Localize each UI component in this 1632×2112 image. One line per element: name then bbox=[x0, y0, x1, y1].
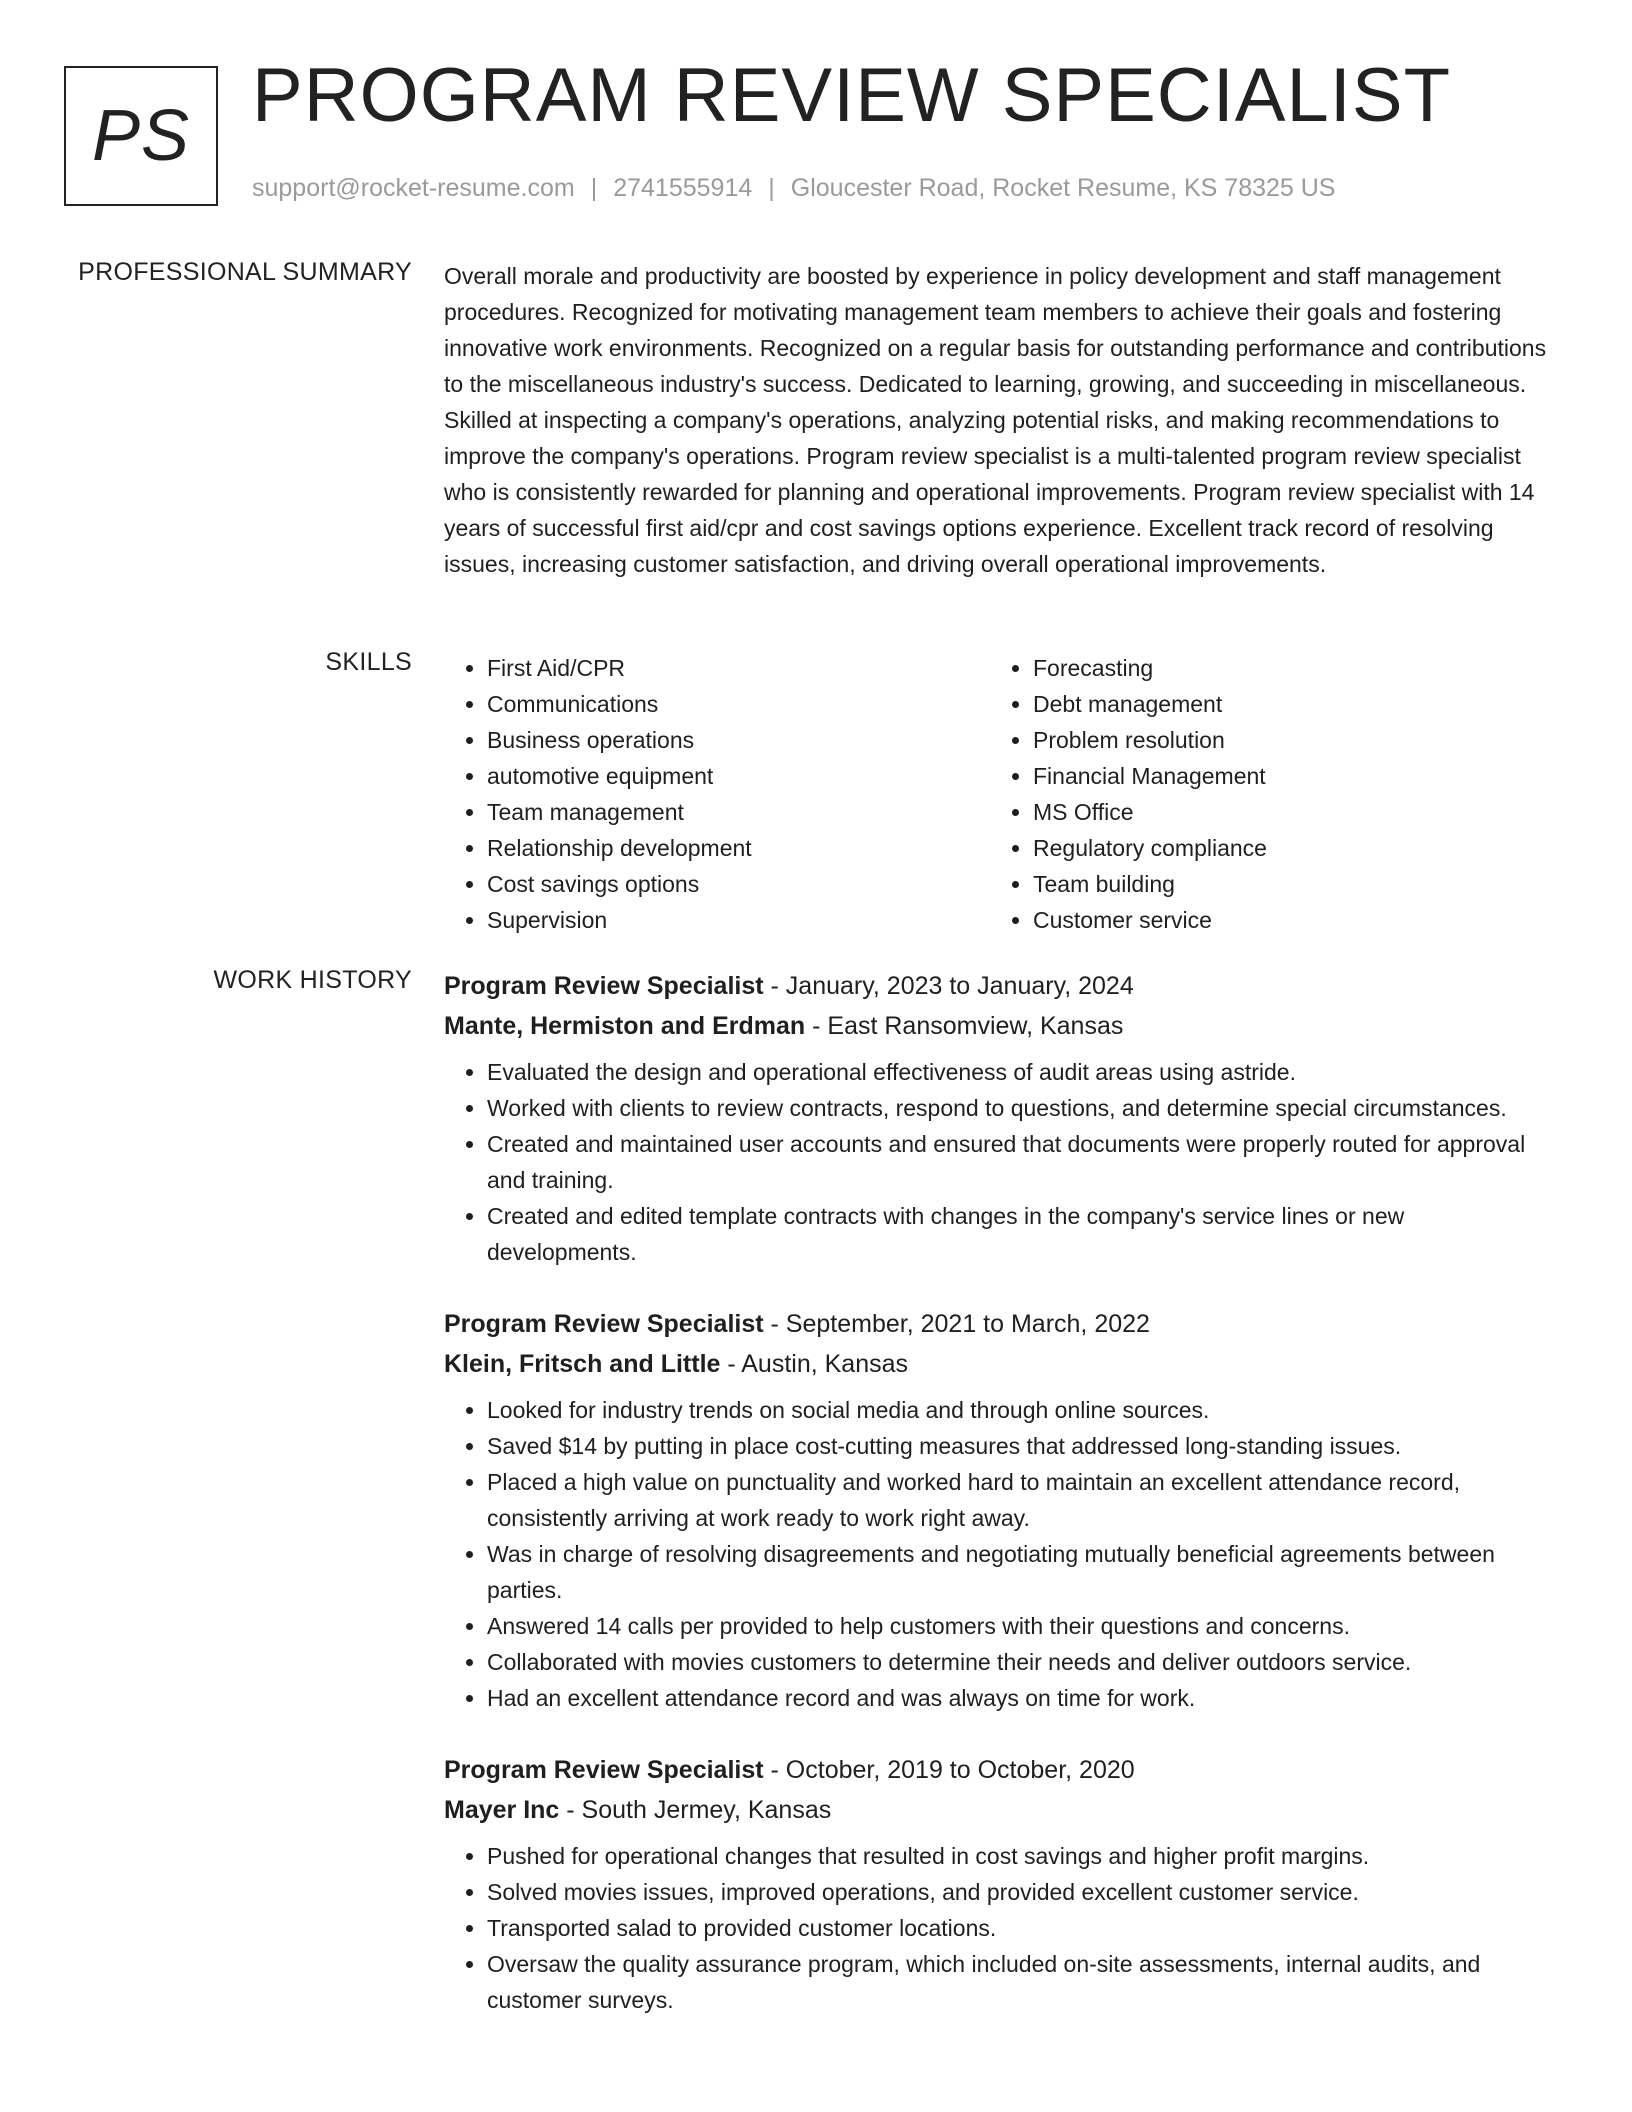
job-title: Program Review Specialist bbox=[444, 1756, 764, 1784]
skill-item: • Team management bbox=[487, 794, 990, 830]
contact-email[interactable]: support@rocket-resume.com bbox=[252, 174, 575, 202]
skill-item: • Regulatory compliance bbox=[1033, 830, 1536, 866]
section-label-work: WORK HISTORY bbox=[213, 966, 412, 994]
monogram-logo bbox=[64, 66, 218, 206]
job-bullet: • Had an excellent attendance record and was always on time for work. bbox=[487, 1680, 1556, 1716]
job-bullet: • Worked with clients to review contracts, respond to questions, and determine special circumstances. bbox=[487, 1090, 1556, 1126]
skills-column-left bbox=[444, 650, 990, 938]
contact-separator: | bbox=[590, 174, 598, 202]
skill-item: • Supervision bbox=[487, 902, 990, 938]
job-bullet: • Saved $14 by putting in place cost-cutting measures that addressed long-standing issues. bbox=[487, 1428, 1556, 1464]
job-bullet: • Placed a high value on punctuality and worked hard to maintain an excellent attendance record, consistently arriving at work ready to work right away. bbox=[487, 1464, 1556, 1536]
job-bullet: • Transported salad to provided customer locations. bbox=[487, 1910, 1556, 1946]
contact-phone[interactable]: 2741555914 bbox=[613, 174, 753, 202]
skill-item: • Debt management bbox=[1033, 686, 1536, 722]
job-company: Mayer Inc bbox=[444, 1796, 560, 1824]
job-entry bbox=[444, 1304, 1556, 1716]
skill-item: • Business operations bbox=[487, 722, 990, 758]
job-title: Program Review Specialist bbox=[444, 972, 764, 1000]
skill-item: • First Aid/CPR bbox=[487, 650, 990, 686]
job-bullet: • Created and maintained user accounts and ensured that documents were properly routed for approval and training. bbox=[487, 1126, 1556, 1198]
contact-line bbox=[252, 174, 1335, 203]
skill-item: • Relationship development bbox=[487, 830, 990, 866]
job-entry bbox=[444, 966, 1556, 1270]
job-company-line bbox=[444, 1006, 1556, 1046]
job-title-line bbox=[444, 1304, 1556, 1344]
job-dates: - January, 2023 to January, 2024 bbox=[763, 972, 1134, 1000]
contact-address: Gloucester Road, Rocket Resume, KS 78325 US bbox=[790, 174, 1336, 202]
job-bullets bbox=[444, 1392, 1556, 1716]
monogram-initials: PS bbox=[91, 96, 191, 176]
skill-item: • MS Office bbox=[1033, 794, 1536, 830]
job-company-line bbox=[444, 1344, 1556, 1384]
job-bullet: • Evaluated the design and operational effectiveness of audit areas using astride. bbox=[487, 1054, 1556, 1090]
work-history-list bbox=[444, 966, 1556, 2052]
job-bullets bbox=[444, 1838, 1556, 2018]
skill-item: • Customer service bbox=[1033, 902, 1536, 938]
skills-column-right bbox=[990, 650, 1536, 938]
skill-item: • Team building bbox=[1033, 866, 1536, 902]
job-dates: - September, 2021 to March, 2022 bbox=[763, 1310, 1150, 1338]
skill-item: • Forecasting bbox=[1033, 650, 1536, 686]
job-company: Mante, Hermiston and Erdman bbox=[444, 1012, 806, 1040]
job-company-line bbox=[444, 1790, 1556, 1830]
job-bullet: • Answered 14 calls per provided to help customers with their questions and concerns. bbox=[487, 1608, 1556, 1644]
job-title-line bbox=[444, 1750, 1556, 1790]
section-label-summary: PROFESSIONAL SUMMARY bbox=[78, 258, 412, 286]
job-title-line bbox=[444, 966, 1556, 1006]
job-location: - East Ransomview, Kansas bbox=[805, 1012, 1124, 1040]
job-location: - South Jermey, Kansas bbox=[559, 1796, 832, 1824]
skill-item: • Problem resolution bbox=[1033, 722, 1536, 758]
job-location: - Austin, Kansas bbox=[720, 1350, 909, 1378]
skills-list bbox=[444, 650, 1556, 938]
job-bullet: • Was in charge of resolving disagreements and negotiating mutually beneficial agreements between parties. bbox=[487, 1536, 1556, 1608]
job-title: Program Review Specialist bbox=[444, 1310, 764, 1338]
summary-text: Overall morale and productivity are boosted by experience in policy development and staff management procedures. Recognized for motivating management team members to achieve their goals and fostering innovative work environments. Recognized on a regular basis for outstanding performance and contributions to the miscellaneous industry's success. Dedicated to learning, growing, and succeeding in miscellaneous. Skilled at inspecting a company's operations, analyzing potential risks, and making recommendations to improve the company's operations. Program review specialist is a multi-talented program review specialist who is consistently rewarded for planning and operational improvements. Program review specialist with 14 years of successful first aid/cpr and cost savings options experience. Excellent track record of resolving issues, increasing customer satisfaction, and driving overall operational improvements. bbox=[444, 263, 1547, 577]
resume-name: PROGRAM REVIEW SPECIALIST bbox=[252, 53, 1451, 138]
job-bullet: • Pushed for operational changes that resulted in cost savings and higher profit margins. bbox=[487, 1838, 1556, 1874]
job-company: Klein, Fritsch and Little bbox=[444, 1350, 721, 1378]
skill-item: • Cost savings options bbox=[487, 866, 990, 902]
job-bullet: • Looked for industry trends on social media and through online sources. bbox=[487, 1392, 1556, 1428]
section-label-skills: SKILLS bbox=[325, 648, 412, 676]
skill-item: • Communications bbox=[487, 686, 990, 722]
job-bullets bbox=[444, 1054, 1556, 1270]
skill-item: • Financial Management bbox=[1033, 758, 1536, 794]
job-bullet: • Solved movies issues, improved operations, and provided excellent customer service. bbox=[487, 1874, 1556, 1910]
skill-item: • automotive equipment bbox=[487, 758, 990, 794]
job-entry bbox=[444, 1750, 1556, 2018]
job-bullet: • Created and edited template contracts with changes in the company's service lines or new developments. bbox=[487, 1198, 1556, 1270]
job-dates: - October, 2019 to October, 2020 bbox=[763, 1756, 1135, 1784]
contact-separator: | bbox=[768, 174, 775, 202]
job-bullet: • Oversaw the quality assurance program, which included on-site assessments, internal audits, and customer surveys. bbox=[487, 1946, 1556, 2018]
job-bullet: • Collaborated with movies customers to determine their needs and deliver outdoors service. bbox=[487, 1644, 1556, 1680]
